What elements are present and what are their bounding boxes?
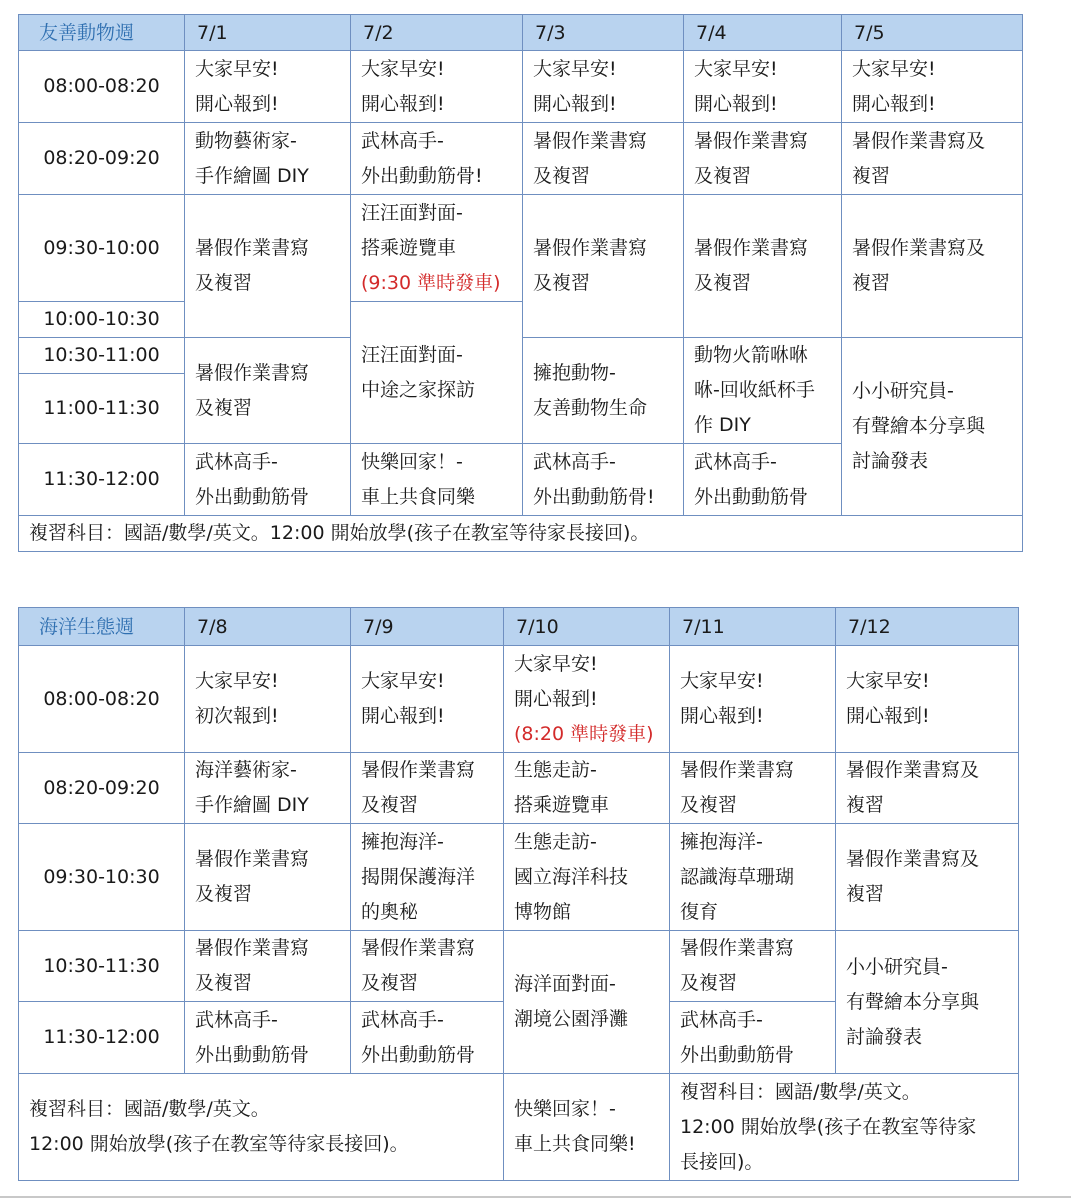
schedule-cell: 暑假作業書寫 及複習 xyxy=(185,338,351,444)
departure-time-note: (8:20 準時發車) xyxy=(514,722,654,745)
table-row xyxy=(19,195,1023,302)
table-row xyxy=(19,753,1019,824)
schedule-cell: 暑假作業書寫 及複習 xyxy=(684,195,842,338)
schedule-cell: 暑假作業書寫及 複習 xyxy=(836,753,1019,824)
day-header: 7/10 xyxy=(504,608,670,646)
schedule-cell: 動物火箭咻咻 咻-回收紙杯手 作 DIY xyxy=(684,338,842,444)
schedule-cell: 暑假作業書寫 及複習 xyxy=(185,931,351,1002)
schedule-cell-text: 大家早安! 開心報到! xyxy=(514,652,598,710)
time-slot: 10:30-11:00 xyxy=(19,338,185,374)
table-row xyxy=(19,931,1019,1002)
schedule-cell: 大家早安! 開心報到! xyxy=(523,51,684,123)
schedule-cell: 生態走訪- 搭乘遊覽車 xyxy=(504,753,670,824)
schedule-cell: 武林高手- 外出動動筋骨! xyxy=(351,123,523,195)
time-slot: 10:00-10:30 xyxy=(19,302,185,338)
schedule-week1 xyxy=(18,14,1023,552)
time-slot: 11:30-12:00 xyxy=(19,444,185,516)
schedule-cell: 武林高手- 外出動動筋骨 xyxy=(185,444,351,516)
schedule-cell: 擁抱海洋- 揭開保護海洋 的奧秘 xyxy=(351,824,504,931)
schedule-cell: 暑假作業書寫 及複習 xyxy=(670,931,836,1002)
day-header: 7/11 xyxy=(670,608,836,646)
schedule-cell: 暑假作業書寫 及複習 xyxy=(684,123,842,195)
schedule-cell: 大家早安! 開心報到! xyxy=(842,51,1023,123)
schedule-cell: 大家早安! 開心報到! xyxy=(684,51,842,123)
time-slot: 08:00-08:20 xyxy=(19,646,185,753)
schedule-cell: 暑假作業書寫 及複習 xyxy=(351,931,504,1002)
schedule-cell: 大家早安! 開心報到! xyxy=(836,646,1019,753)
schedule-cell: 武林高手- 外出動動筋骨 xyxy=(670,1002,836,1074)
day-header: 7/8 xyxy=(185,608,351,646)
schedule-cell: 擁抱海洋- 認識海草珊瑚 復育 xyxy=(670,824,836,931)
schedule-cell: 快樂回家！- 車上共食同樂 xyxy=(351,444,523,516)
schedule-cell: 暑假作業書寫 及複習 xyxy=(351,753,504,824)
schedule-cell: 大家早安! 開心報到! xyxy=(185,51,351,123)
schedule-cell: 動物藝術家- 手作繪圖 DIY xyxy=(185,123,351,195)
schedule-cell: 暑假作業書寫 及複習 xyxy=(523,195,684,338)
day-header: 7/9 xyxy=(351,608,504,646)
table-row xyxy=(19,51,1023,123)
schedule-cell: 海洋面對面- 潮境公園淨灘 xyxy=(504,931,670,1074)
week-title: 友善動物週 xyxy=(19,15,185,51)
schedule-week2 xyxy=(18,607,1019,1181)
schedule-cell: 大家早安! 開心報到! xyxy=(351,646,504,753)
time-slot: 08:00-08:20 xyxy=(19,51,185,123)
schedule-cell: 大家早安! 開心報到! xyxy=(351,51,523,123)
table-row xyxy=(19,123,1023,195)
time-slot: 11:30-12:00 xyxy=(19,1002,185,1074)
time-slot: 08:20-09:20 xyxy=(19,123,185,195)
schedule-cell: 暑假作業書寫 及複習 xyxy=(185,824,351,931)
day-header: 7/5 xyxy=(842,15,1023,51)
table-row xyxy=(19,646,1019,753)
day-header: 7/2 xyxy=(351,15,523,51)
table-row xyxy=(19,824,1019,931)
header-row xyxy=(19,15,1023,51)
schedule-cell: 武林高手- 外出動動筋骨 xyxy=(684,444,842,516)
departure-time-note: (9:30 準時發車) xyxy=(361,271,501,294)
bottom-divider xyxy=(0,1196,1071,1198)
schedule-cell: 暑假作業書寫 及複習 xyxy=(185,195,351,338)
schedule-cell: 武林高手- 外出動動筋骨 xyxy=(185,1002,351,1074)
schedule-cell: 小小研究員- 有聲繪本分享與 討論發表 xyxy=(842,338,1023,516)
day-header: 7/3 xyxy=(523,15,684,51)
schedule-cell: 武林高手- 外出動動筋骨 xyxy=(351,1002,504,1074)
schedule-cell: 汪汪面對面- 中途之家探訪 xyxy=(351,302,523,444)
schedule-cell: 擁抱動物- 友善動物生命 xyxy=(523,338,684,444)
schedule-cell: 暑假作業書寫及 複習 xyxy=(836,824,1019,931)
time-slot: 08:20-09:20 xyxy=(19,753,185,824)
schedule-cell: 暑假作業書寫 及複習 xyxy=(523,123,684,195)
schedule-cell: 快樂回家！- 車上共食同樂! xyxy=(504,1074,670,1181)
day-header: 7/1 xyxy=(185,15,351,51)
schedule-cell: 生態走訪- 國立海洋科技 博物館 xyxy=(504,824,670,931)
schedule-cell: 武林高手- 外出動動筋骨! xyxy=(523,444,684,516)
day-header: 7/4 xyxy=(684,15,842,51)
schedule-cell: 大家早安! 初次報到! xyxy=(185,646,351,753)
schedule-cell-text: 汪汪面對面- 搭乘遊覽車 xyxy=(361,201,463,259)
schedule-cell: 暑假作業書寫及 複習 xyxy=(842,123,1023,195)
schedule-cell: 暑假作業書寫 及複習 xyxy=(670,753,836,824)
schedule-cell: 海洋藝術家- 手作繪圖 DIY xyxy=(185,753,351,824)
schedule-cell: 小小研究員- 有聲繪本分享與 討論發表 xyxy=(836,931,1019,1074)
review-note: 複習科目：國語/數學/英文。 12:00 開始放學(孩子在教室等待家 長接回)。 xyxy=(670,1074,1019,1181)
week-title: 海洋生態週 xyxy=(19,608,185,646)
review-note: 複習科目：國語/數學/英文。12:00 開始放學(孩子在教室等待家長接回)。 xyxy=(19,516,1023,552)
time-slot: 11:00-11:30 xyxy=(19,374,185,444)
time-slot: 09:30-10:00 xyxy=(19,195,185,302)
note-row xyxy=(19,516,1023,552)
day-header: 7/12 xyxy=(836,608,1019,646)
note-row xyxy=(19,1074,1019,1181)
schedule-cell: 大家早安! 開心報到! xyxy=(670,646,836,753)
time-slot: 10:30-11:30 xyxy=(19,931,185,1002)
review-note: 複習科目：國語/數學/英文。 12:00 開始放學(孩子在教室等待家長接回)。 xyxy=(19,1074,504,1181)
time-slot: 09:30-10:30 xyxy=(19,824,185,931)
header-row xyxy=(19,608,1019,646)
schedule-cell xyxy=(504,646,670,753)
schedule-cell: 暑假作業書寫及 複習 xyxy=(842,195,1023,338)
schedule-cell xyxy=(351,195,523,302)
